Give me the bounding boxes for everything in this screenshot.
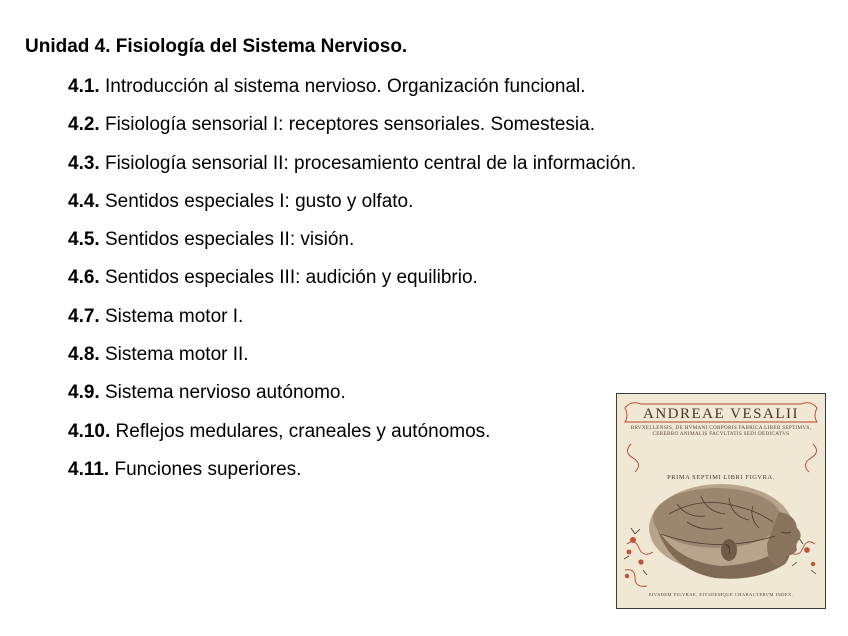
topic-item xyxy=(68,74,636,112)
topic-number: 4.5. xyxy=(68,229,100,251)
plate-subtitle: BRVXELLENSIS, DE HVMANI CORPORIS FABRICA LIBER SEPTIMVS, CEREBRO ANIMALIS FACVLTATIS SEDI DEDICATVS xyxy=(630,425,812,438)
topic-number: 4.8. xyxy=(68,344,100,366)
topic-number: 4.11. xyxy=(68,458,110,480)
topic-item xyxy=(68,112,636,150)
topic-item xyxy=(68,151,636,189)
topic-item xyxy=(68,419,636,457)
topic-number: 4.1. xyxy=(68,76,100,97)
topic-item xyxy=(68,227,636,265)
topic-number: 4.7. xyxy=(68,305,100,327)
topic-item xyxy=(68,189,636,227)
topic-text: Fisiología sensorial I: receptores sensoriales. Somestesia. xyxy=(104,114,595,136)
topic-number: 4.10. xyxy=(68,420,111,442)
vesalius-brain-plate xyxy=(616,393,826,609)
topic-item xyxy=(68,304,636,342)
unit-title: Unidad 4. Fisiología del Sistema Nervioso. xyxy=(25,36,408,57)
topic-number: 4.2. xyxy=(68,114,100,136)
topic-text: Introducción al sistema nervioso. Organización funcional. xyxy=(104,76,586,97)
topic-item xyxy=(68,457,636,495)
topic-number: 4.3. xyxy=(68,152,100,174)
topic-text: Sentidos especiales I: gusto y olfato. xyxy=(104,190,414,212)
topic-text: Fisiología sensorial II: procesamiento central de la información. xyxy=(104,152,637,174)
topic-text: Sistema motor II. xyxy=(104,344,249,366)
plate-footer: EIVSDEM FIGVRAE, EIVSDEMQUE CHARACTERVM INDEX. xyxy=(648,592,794,597)
topic-text: Sistema motor I. xyxy=(104,305,244,327)
topic-text: Sistema nervioso autónomo. xyxy=(104,382,346,404)
topic-item xyxy=(68,265,636,303)
topic-number: 4.4. xyxy=(68,190,100,212)
topic-item xyxy=(68,342,636,380)
topic-number: 4.9. xyxy=(68,382,100,404)
topic-item xyxy=(68,380,636,418)
topic-number: 4.6. xyxy=(68,267,100,289)
plate-caption: PRIMA SEPTIMI LIBRI FIGVRA. xyxy=(667,474,775,481)
topic-text: Funciones superiores. xyxy=(114,458,302,480)
topic-text: Sentidos especiales II: visión. xyxy=(104,229,355,251)
topic-text: Sentidos especiales III: audición y equilibrio. xyxy=(104,267,478,289)
plate-title: ANDREAE VESALII xyxy=(643,406,799,422)
topic-list xyxy=(68,74,636,495)
topic-text: Reflejos medulares, craneales y autónomos. xyxy=(115,420,491,442)
